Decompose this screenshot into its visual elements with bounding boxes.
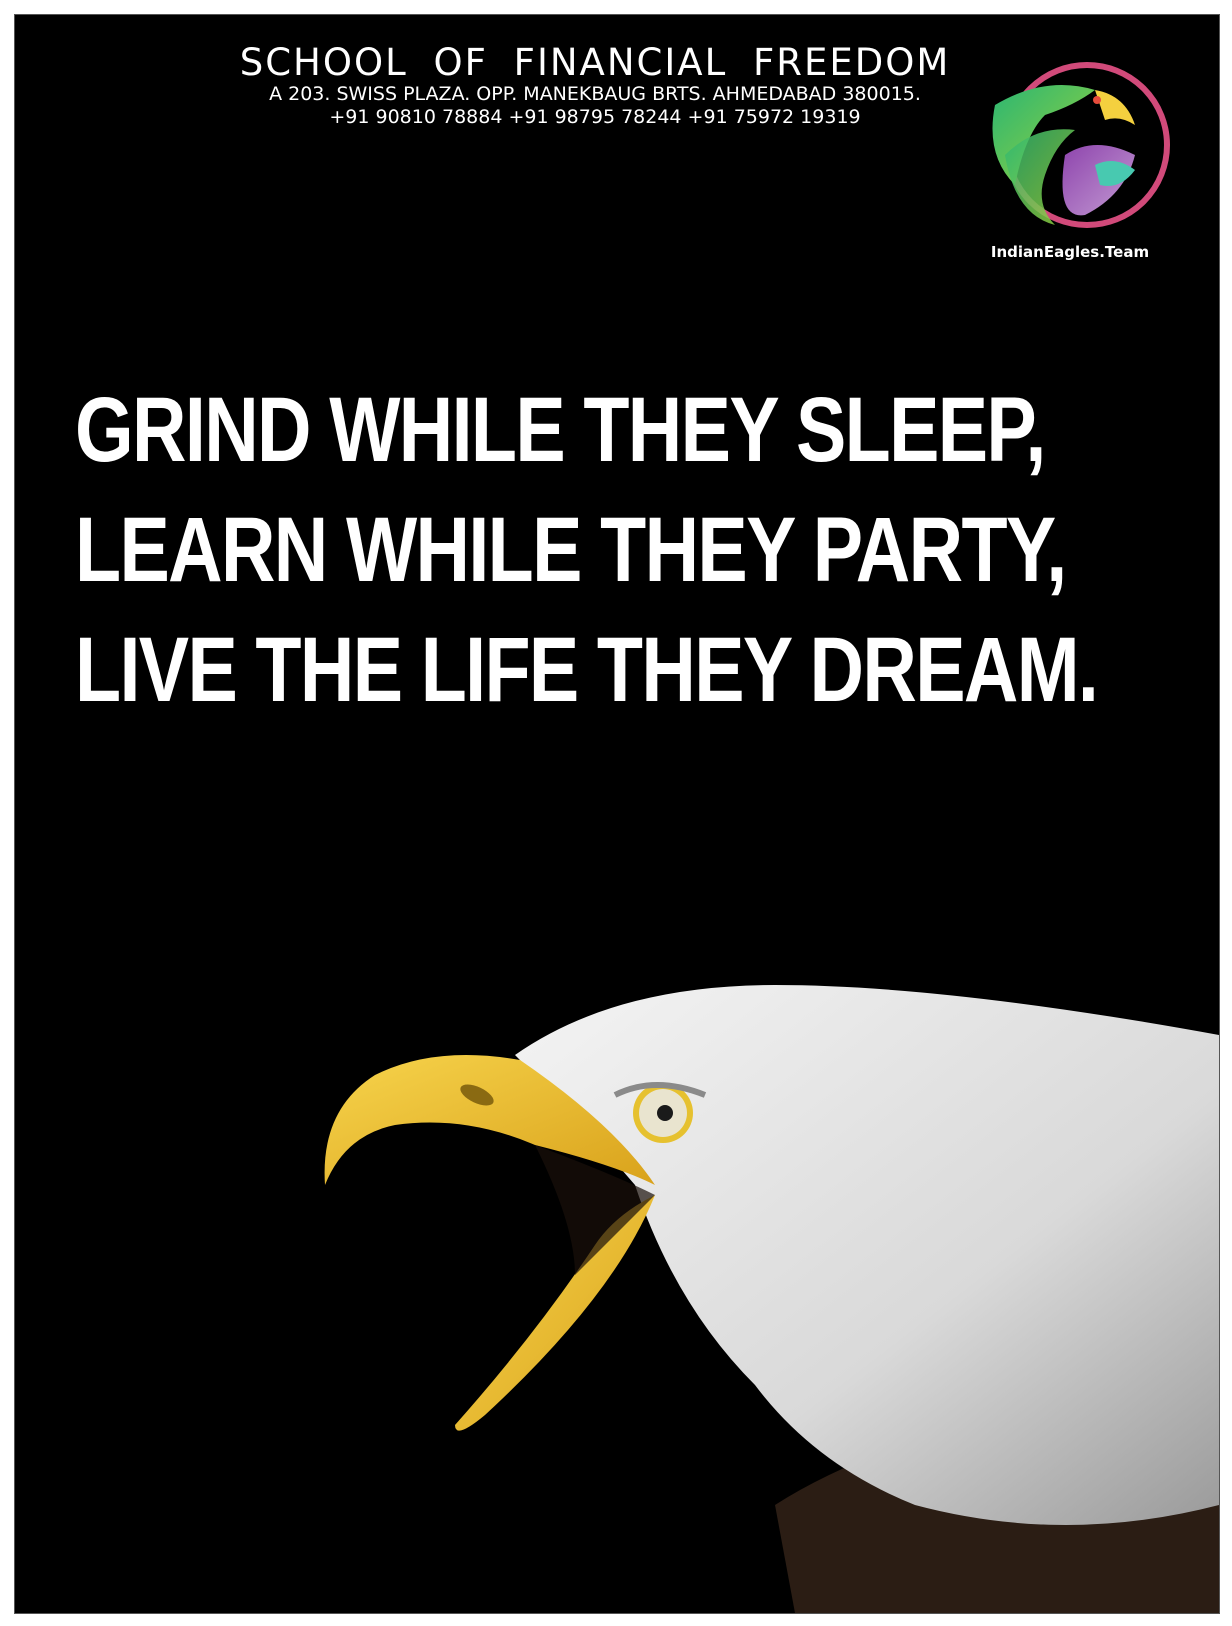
motivational-quote <box>75 370 1098 730</box>
quote-line-2: LEARN WHILE THEY PARTY, <box>75 499 1066 601</box>
logo-text: IndianEagles.Team <box>990 243 1150 261</box>
bald-eagle-image <box>15 945 1219 1613</box>
eagle-logo-icon <box>975 45 1195 245</box>
quote-line-1: GRIND WHILE THEY SLEEP, <box>75 379 1045 481</box>
school-address: A 203. SWISS PLAZA. OPP. MANEKBAUG BRTS. AHMEDABAD 380015. <box>269 83 921 105</box>
school-title: SCHOOL OF FINANCIAL FREEDOM <box>239 41 951 84</box>
poster <box>14 14 1220 1614</box>
quote-line-3: LIVE THE LIFE THEY DREAM. <box>75 619 1098 721</box>
phone-numbers: +91 90810 78884 +91 98795 78244 +91 75972 19319 <box>329 106 861 128</box>
